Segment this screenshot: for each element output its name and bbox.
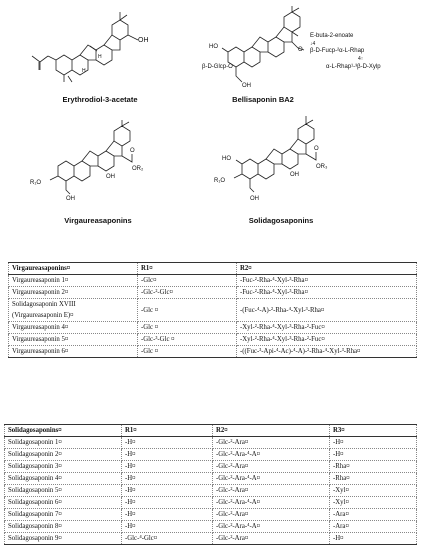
table-cell: Solidagosaponin 4¤: [5, 473, 122, 485]
table-cell: -Xyl¤: [330, 497, 417, 509]
table-cell: -Glc-⁴-Glc¤: [122, 533, 213, 545]
bellisaponin-structure: [198, 4, 420, 92]
erythrodiol-caption: Erythrodiol-3-acetate: [62, 95, 138, 104]
table-row: [9, 275, 417, 287]
cell-line: Solidagosaponin XVIII: [12, 301, 76, 308]
solid-ho-label: HO: [222, 156, 231, 162]
table-row: [5, 533, 417, 545]
table-cell: -(Fuc-⁴-A)-²-Rha-⁴-Xyl-³-Rha¤: [237, 299, 417, 322]
table-cell: -Glc¤: [138, 275, 237, 287]
table-cell: -Ara¤: [330, 509, 417, 521]
virg-oh2-label: OH: [106, 174, 115, 180]
table-row: [5, 485, 417, 497]
solidago-caption: Solidagosaponins: [248, 216, 314, 225]
table-header-row: [9, 263, 417, 275]
table-cell: -((Fuc-³-Api-⁴-Ac)-⁴-A)-²-Rha-⁴-Xyl-³-Rha¤: [237, 346, 417, 358]
table-cell: Virgaureasaponin 2¤: [9, 287, 138, 299]
bellis-link4-label: ↓4: [310, 41, 316, 47]
table-cell: Solidagosaponin 7¤: [5, 509, 122, 521]
table-cell: -Fuc-²-Rha-⁴-Xyl-³-Rha¤: [237, 275, 417, 287]
bellisaponin-caption: Bellisaponin BA2: [232, 95, 294, 104]
virgaureasaponins-table: [8, 262, 417, 358]
virgaurea-caption: Virgaureasaponins: [64, 216, 132, 225]
table-cell: -H¤: [122, 509, 213, 521]
solidago-structure: [212, 112, 372, 208]
table-cell: -Xyl-²-Rha-⁴-Xyl-³-Rha-²-Fuc¤: [237, 322, 417, 334]
table-row: [9, 334, 417, 346]
table-cell: -Rha¤: [330, 473, 417, 485]
table-cell: -Glc-²-Ara¤: [213, 509, 330, 521]
table-cell: -H¤: [122, 497, 213, 509]
table-row: [5, 509, 417, 521]
bellis-ester-label: E-buta-2-enoate: [310, 33, 354, 39]
header-cell: Virgaureasaponins¤: [9, 263, 138, 275]
solid-o-label: O: [314, 146, 319, 152]
table-cell: -Rha¤: [330, 461, 417, 473]
header-cell: R1¤: [122, 425, 213, 437]
table-cell: -Glc-³-Glc ¤: [138, 334, 237, 346]
table-cell: Solidagosaponin 9¤: [5, 533, 122, 545]
table-row: [9, 322, 417, 334]
table-header-row: [5, 425, 417, 437]
table-cell: -H¤: [122, 521, 213, 533]
table-cell: -Glc-²-Ara-⁴-A¤: [213, 497, 330, 509]
table-cell: Solidagosaponin 5¤: [5, 485, 122, 497]
table-cell: -Glc ¤: [138, 299, 237, 322]
table-cell: -H¤: [330, 449, 417, 461]
solid-r1-label: R₁O: [214, 178, 226, 184]
table-cell: -H¤: [330, 533, 417, 545]
table-row: [5, 473, 417, 485]
table-cell: -Glc-²-Ara-⁴-A¤: [213, 473, 330, 485]
header-cell: R2¤: [237, 263, 417, 275]
table-row: [9, 346, 417, 358]
virg-r1-label: R₁O: [30, 180, 42, 186]
table-row: [5, 521, 417, 533]
table-cell: -Glc-²-Ara¤: [213, 461, 330, 473]
bellis-link42-label: 4↑: [358, 56, 364, 62]
bellis-oh-label: OH: [242, 83, 251, 89]
table-cell: Solidagosaponin 3¤: [5, 461, 122, 473]
table-cell: Solidagosaponin 8¤: [5, 521, 122, 533]
virgaurea-structure: [28, 118, 188, 202]
table-cell: -Glc-²-Ara-⁴-A¤: [213, 449, 330, 461]
bellis-chain2-label: α-L-Rhap¹-³β-D-Xylp: [326, 64, 381, 70]
table-cell: -Ara¤: [330, 521, 417, 533]
solidagosaponins-table: [4, 424, 417, 545]
erythrodiol-structure: [28, 8, 178, 88]
bellis-glc-label: β-D-Glcp-O: [202, 64, 233, 70]
table-row: [9, 287, 417, 299]
table-cell: -Glc ¤: [138, 322, 237, 334]
table-cell: Solidagosaponin 1¤: [5, 437, 122, 449]
table-cell: -H¤: [122, 449, 213, 461]
header-cell: R2¤: [213, 425, 330, 437]
bellis-o-label: O: [298, 47, 303, 53]
table-cell: -H¤: [122, 473, 213, 485]
table-cell: Virgaureasaponin 5¤: [9, 334, 138, 346]
table-cell: -H¤: [122, 485, 213, 497]
table-cell: -Glc ¤: [138, 346, 237, 358]
table-row: [5, 461, 417, 473]
bellis-chain1-label: β-D-Fucp-²α-L-Rhap: [310, 48, 365, 54]
solid-r3-label: OR₃: [316, 164, 328, 170]
virg-oh-label: OH: [66, 196, 75, 202]
table-cell: Solidagosaponin 2¤: [5, 449, 122, 461]
bellis-ho-label: HO: [209, 44, 218, 50]
table-row: [9, 299, 417, 322]
erythrodiol-h1-label: H: [82, 68, 86, 74]
table-row: [5, 497, 417, 509]
table-cell: [9, 299, 138, 322]
erythrodiol-oh-label: OH: [138, 37, 149, 44]
table-cell: -H¤: [122, 437, 213, 449]
table-cell: -Glc-²-Glc¤: [138, 287, 237, 299]
solid-oh-label: OH: [250, 196, 259, 202]
table-cell: -H¤: [122, 461, 213, 473]
table-cell: -Glc-²-Ara¤: [213, 437, 330, 449]
table-row: [5, 449, 417, 461]
table-cell: -H¤: [330, 437, 417, 449]
table-cell: -Fuc-²-Rha-⁴-Xyl-³-Rha¤: [237, 287, 417, 299]
table-cell: Virgaureasaponin 4¤: [9, 322, 138, 334]
virg-o-label: O: [130, 148, 135, 154]
solid-oh2-label: OH: [290, 172, 299, 178]
table-cell: -Xyl-²-Rha-⁴-Xyl-³-Rha-²-Fuc¤: [237, 334, 417, 346]
table-cell: Virgaureasaponin 6¤: [9, 346, 138, 358]
cell-line: (Virgaureasaponin E)¤: [12, 312, 74, 319]
table-cell: Solidagosaponin 6¤: [5, 497, 122, 509]
header-cell: Solidagosaponins¤: [5, 425, 122, 437]
header-cell: R3¤: [330, 425, 417, 437]
erythrodiol-h2-label: H: [98, 54, 102, 60]
table-cell: -Xyl¤: [330, 485, 417, 497]
table-row: [5, 437, 417, 449]
table-cell: -Glc-²-Ara-⁴-A¤: [213, 521, 330, 533]
table-cell: -Glc-²-Ara¤: [213, 485, 330, 497]
table-cell: -Glc-²-Ara¤: [213, 533, 330, 545]
table-cell: Virgaureasaponin 1¤: [9, 275, 138, 287]
virg-r2-label: OR₂: [132, 166, 144, 172]
header-cell: R1¤: [138, 263, 237, 275]
